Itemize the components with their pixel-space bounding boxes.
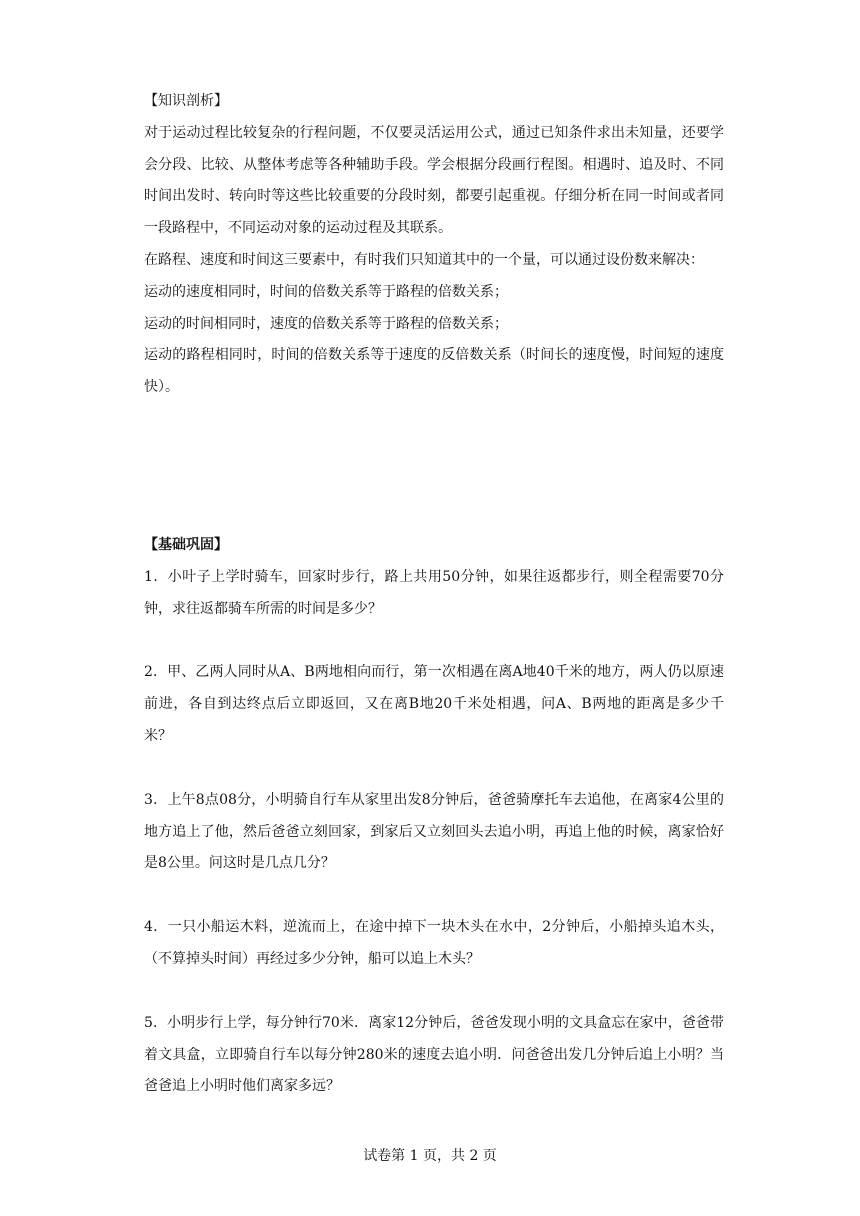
basic-section xyxy=(144,530,724,1135)
page-footer: 试卷第 1 页，共 2 页 xyxy=(363,1148,497,1164)
question-5: 5．小明步行上学，每分钟行70米．离家12分钟后，爸爸发现小明的文具盒忘在家中，爸爸带着文具盒，立即骑自行车以每分钟280米的速度去追小明．问爸爸出发几分钟后追上小明？当爸爸追上小明时他们离家多远？ xyxy=(144,1014,724,1095)
knowledge-paragraph: 在路程、速度和时间这三要素中，有时我们只知道其中的一个量，可以通过设份数来解决： xyxy=(144,251,704,268)
knowledge-paragraph: 运动的路程相同时，时间的倍数关系等于速度的反倍数关系（时间长的速度慢，时间短的速度快）。 xyxy=(144,347,724,396)
question-1: 1．小叶子上学时骑车，回家时步行，路上共用50分钟，如果往返都步行，则全程需要70分钟，求往返都骑车所需的时间是多少？ xyxy=(144,568,724,617)
knowledge-section xyxy=(144,86,724,404)
knowledge-paragraph: 运动的时间相同时，速度的倍数关系等于路程的倍数关系； xyxy=(144,315,508,332)
knowledge-paragraph: 运动的速度相同时，时间的倍数关系等于路程的倍数关系； xyxy=(144,283,508,300)
question-2: 2．甲、乙两人同时从A、B两地相向而行，第一次相遇在离A地40千米的地方，两人仍以原速前进，各自到达终点后立即返回，又在离B地20千米处相遇，问A、B两地的距离是多少千米？ xyxy=(144,664,724,744)
knowledge-paragraph: 对于运动过程比较复杂的行程问题，不仅要灵活运用公式，通过已知条件求出未知量，还要学会分段、比较、从整体考虑等各种辅助手段。学会根据分段画行程图。相遇时、追及时、不同时间出发时、转向时等这些比较重要的分段时刻，都要引起重视。仔细分析在同一时间或者同一段路程中，不同运动对象的运动过程及其联系。 xyxy=(144,124,724,237)
question-3: 3．上午8点08分，小明骑自行车从家里出发8分钟后，爸爸骑摩托车去追他，在离家4公里的地方追上了他，然后爸爸立刻回家，到家后又立刻回头去追小明，再追上他的时候，离家恰好是8公里。问这时是几点几分？ xyxy=(144,791,724,872)
question-4: 4．一只小船运木料，逆流而上，在途中掉下一块木头在水中，2分钟后，小船掉头追木头，（不算掉头时间）再经过多少分钟，船可以追上木头？ xyxy=(144,919,724,967)
basic-heading: 【基础巩固】 xyxy=(144,537,228,553)
knowledge-heading: 【知识剖析】 xyxy=(144,93,228,109)
